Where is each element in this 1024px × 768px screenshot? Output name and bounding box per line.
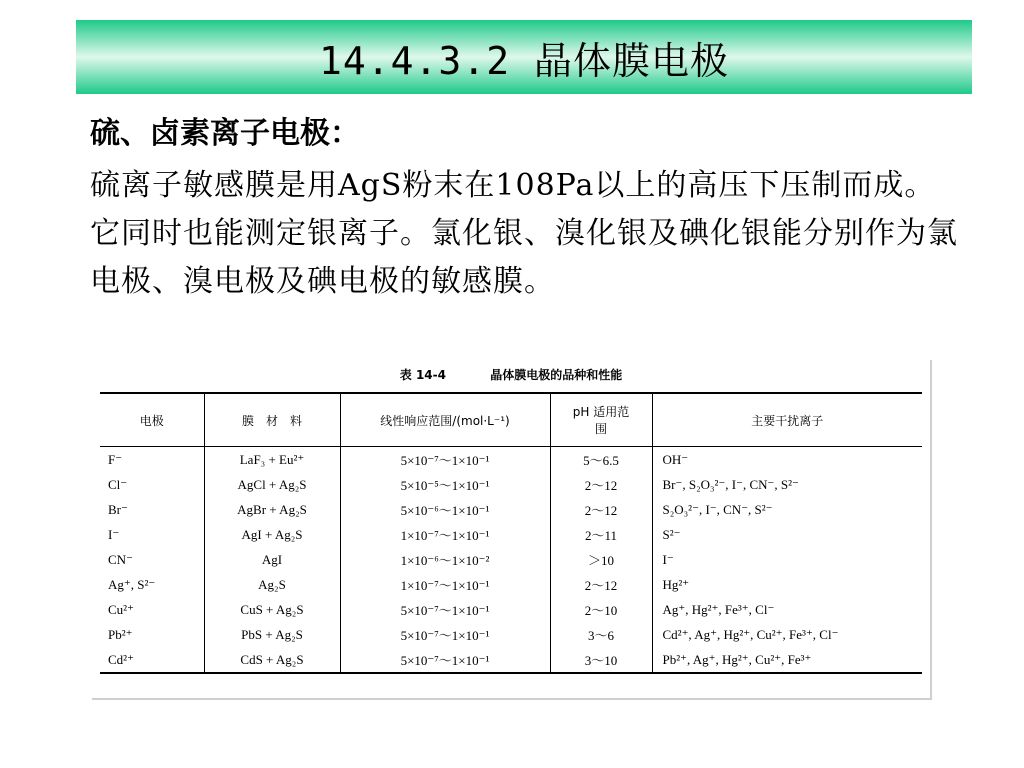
- cell-electrode: Cu²⁺: [108, 601, 134, 617]
- subheading: 硫、卤素离子电极：: [90, 116, 360, 151]
- cell-electrode: Br⁻: [108, 501, 128, 517]
- header-ph-text: pH 适用范 围: [572, 405, 642, 436]
- cell-ph: 2～12: [550, 572, 652, 597]
- cell-range: 5×10⁻⁷～1×10⁻¹: [340, 622, 550, 647]
- cell-ph: 5～6.5: [550, 447, 652, 473]
- cell-interference: Ag⁺, Hg²⁺, Fe³⁺, Cl⁻: [652, 597, 922, 622]
- cell-electrode: Ag⁺, S²⁻: [108, 576, 156, 592]
- cell-range: 5×10⁻⁷～1×10⁻¹: [340, 447, 550, 473]
- header-electrode: 电极: [139, 413, 164, 428]
- table-header-row: [100, 393, 922, 447]
- slide-title: 14.4.3.2 晶体膜电极: [319, 38, 729, 83]
- header-range: 线性响应范围/(mol·L⁻¹): [340, 393, 550, 447]
- cell-range: 5×10⁻⁵～1×10⁻¹: [340, 472, 550, 497]
- cell-electrode: F⁻: [108, 451, 123, 467]
- cell-electrode: Cd²⁺: [108, 651, 134, 667]
- cell-interference: Br⁻, S₂O₃²⁻, I⁻, CN⁻, S²⁻: [652, 472, 922, 497]
- cell-ph: 2～11: [550, 522, 652, 547]
- cell-ph: 3～6: [550, 622, 652, 647]
- cell-membrane: CuS + Ag₂S: [204, 597, 340, 622]
- table-row: [100, 472, 922, 497]
- cell-membrane: AgI + Ag₂S: [204, 522, 340, 547]
- table-row: [100, 597, 922, 622]
- header-membrane: 膜 材 料: [204, 393, 340, 447]
- cell-interference: Hg²⁺: [652, 572, 922, 597]
- cell-electrode: CN⁻: [108, 551, 133, 567]
- cell-interference: Cd²⁺, Ag⁺, Hg²⁺, Cu²⁺, Fe³⁺, Cl⁻: [652, 622, 922, 647]
- body-paragraph: 硫离子敏感膜是用AgS粉末在108Pa以上的高压下压制而成。它同时也能测定银离子。氯化银、溴化银及碘化银能分别作为氯电极、溴电极及碘电极的敏感膜。: [90, 168, 958, 299]
- cell-ph: 2～12: [550, 472, 652, 497]
- slide-title-bar: [76, 20, 972, 94]
- table-row: [100, 622, 922, 647]
- cell-range: 1×10⁻⁷～1×10⁻¹: [340, 572, 550, 597]
- table-row: [100, 572, 922, 597]
- cell-membrane: AgBr + Ag₂S: [204, 497, 340, 522]
- cell-interference: S²⁻: [652, 522, 922, 547]
- cell-membrane: PbS + Ag₂S: [204, 622, 340, 647]
- cell-interference: S₂O₃²⁻, I⁻, CN⁻, S²⁻: [652, 497, 922, 522]
- cell-electrode: Cl⁻: [108, 476, 128, 492]
- table-caption: [92, 366, 930, 383]
- electrode-table: [100, 392, 922, 674]
- cell-membrane: CdS + Ag₂S: [204, 647, 340, 673]
- header-interference: 主要干扰离子: [652, 393, 922, 447]
- cell-membrane: AgI: [204, 547, 340, 572]
- cell-membrane: AgCl + Ag₂S: [204, 472, 340, 497]
- cell-ph: 2～10: [550, 597, 652, 622]
- cell-electrode: I⁻: [108, 526, 120, 542]
- cell-range: 5×10⁻⁷～1×10⁻¹: [340, 597, 550, 622]
- table-caption-title: 晶体膜电极的品种和性能: [490, 368, 623, 382]
- table-figure: [92, 360, 932, 700]
- cell-range: 5×10⁻⁷～1×10⁻¹: [340, 647, 550, 673]
- header-ph: [550, 393, 652, 447]
- table-row: [100, 647, 922, 673]
- cell-membrane: Ag₂S: [204, 572, 340, 597]
- cell-range: 1×10⁻⁷～1×10⁻¹: [340, 522, 550, 547]
- cell-membrane: LaF₃ + Eu²⁺: [204, 447, 340, 473]
- table-caption-number: 表 14-4: [399, 368, 446, 382]
- cell-range: 1×10⁻⁶～1×10⁻²: [340, 547, 550, 572]
- cell-ph: 3～10: [550, 647, 652, 673]
- cell-ph: ＞10: [550, 547, 652, 572]
- cell-interference: OH⁻: [652, 447, 922, 473]
- cell-interference: Pb²⁺, Ag⁺, Hg²⁺, Cu²⁺, Fe³⁺: [652, 647, 922, 673]
- cell-interference: I⁻: [652, 547, 922, 572]
- table-row: [100, 522, 922, 547]
- cell-ph: 2～12: [550, 497, 652, 522]
- table-row: [100, 497, 922, 522]
- table-row: [100, 547, 922, 572]
- table-row: [100, 447, 922, 473]
- cell-electrode: Pb²⁺: [108, 626, 133, 642]
- cell-range: 5×10⁻⁶～1×10⁻¹: [340, 497, 550, 522]
